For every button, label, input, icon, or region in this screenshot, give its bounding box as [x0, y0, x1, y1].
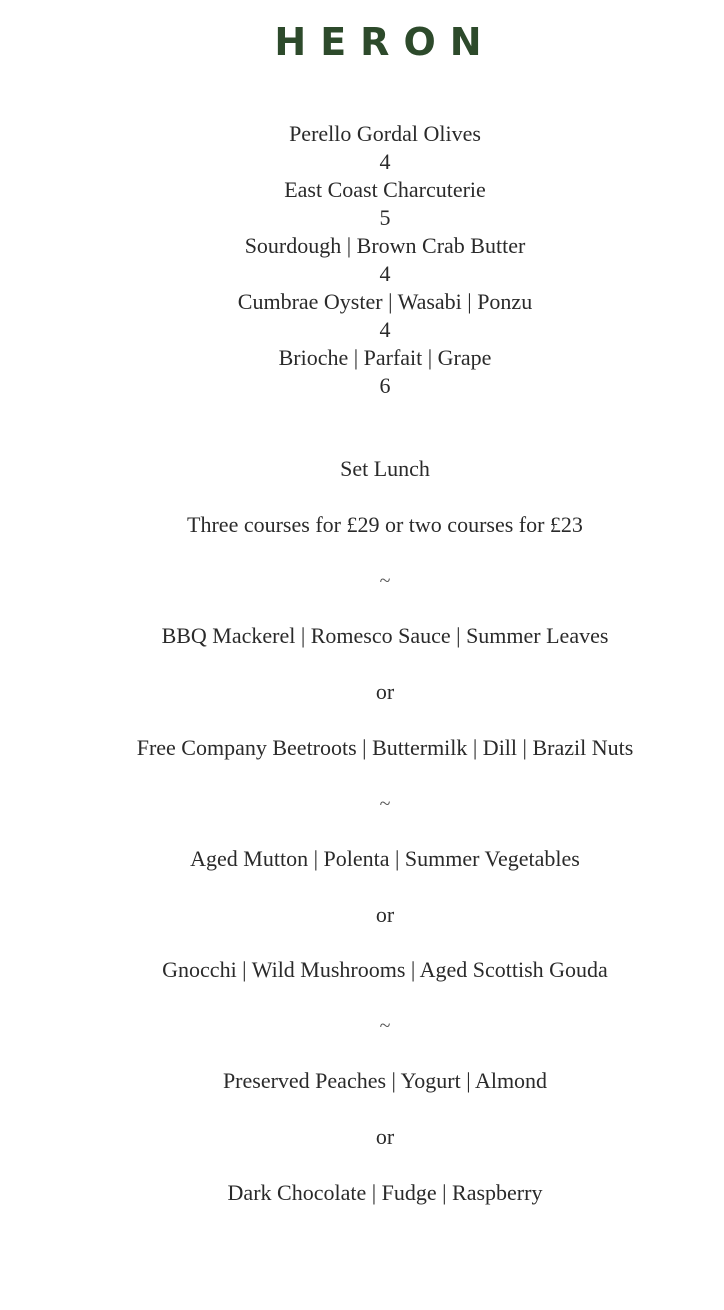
brand-logo: HERON: [274, 20, 496, 64]
snack-price: 4: [379, 149, 391, 174]
or-label: or: [375, 902, 395, 927]
set-lunch-pricing: Three courses for £29 or two courses for £23: [187, 512, 583, 537]
course-separator: ~: [379, 793, 391, 815]
snack-name: Perello Gordal Olives: [289, 121, 481, 146]
snack-name: Brioche | Parfait | Grape: [278, 345, 492, 370]
starter-option: Free Company Beetroots | Buttermilk | Dill | Brazil Nuts: [136, 735, 634, 760]
snack-name: Sourdough | Brown Crab Butter: [244, 233, 526, 258]
snack-price: 4: [379, 317, 391, 342]
or-label: or: [375, 1124, 395, 1149]
set-lunch-title: Set Lunch: [340, 456, 430, 481]
dessert-option: Dark Chocolate | Fudge | Raspberry: [227, 1180, 543, 1205]
snack-price: 5: [379, 205, 391, 230]
starter-option: BBQ Mackerel | Romesco Sauce | Summer Leaves: [161, 623, 609, 648]
course-separator: ~: [379, 1015, 391, 1037]
snack-name: East Coast Charcuterie: [284, 177, 486, 202]
snack-price: 4: [379, 261, 391, 286]
main-option: Aged Mutton | Polenta | Summer Vegetables: [190, 846, 580, 871]
course-separator: ~: [379, 570, 391, 592]
snack-price: 6: [379, 373, 391, 398]
or-label: or: [375, 679, 395, 704]
dessert-option: Preserved Peaches | Yogurt | Almond: [222, 1068, 548, 1093]
main-option: Gnocchi | Wild Mushrooms | Aged Scottish Gouda: [162, 957, 608, 982]
snack-name: Cumbrae Oyster | Wasabi | Ponzu: [237, 289, 533, 314]
